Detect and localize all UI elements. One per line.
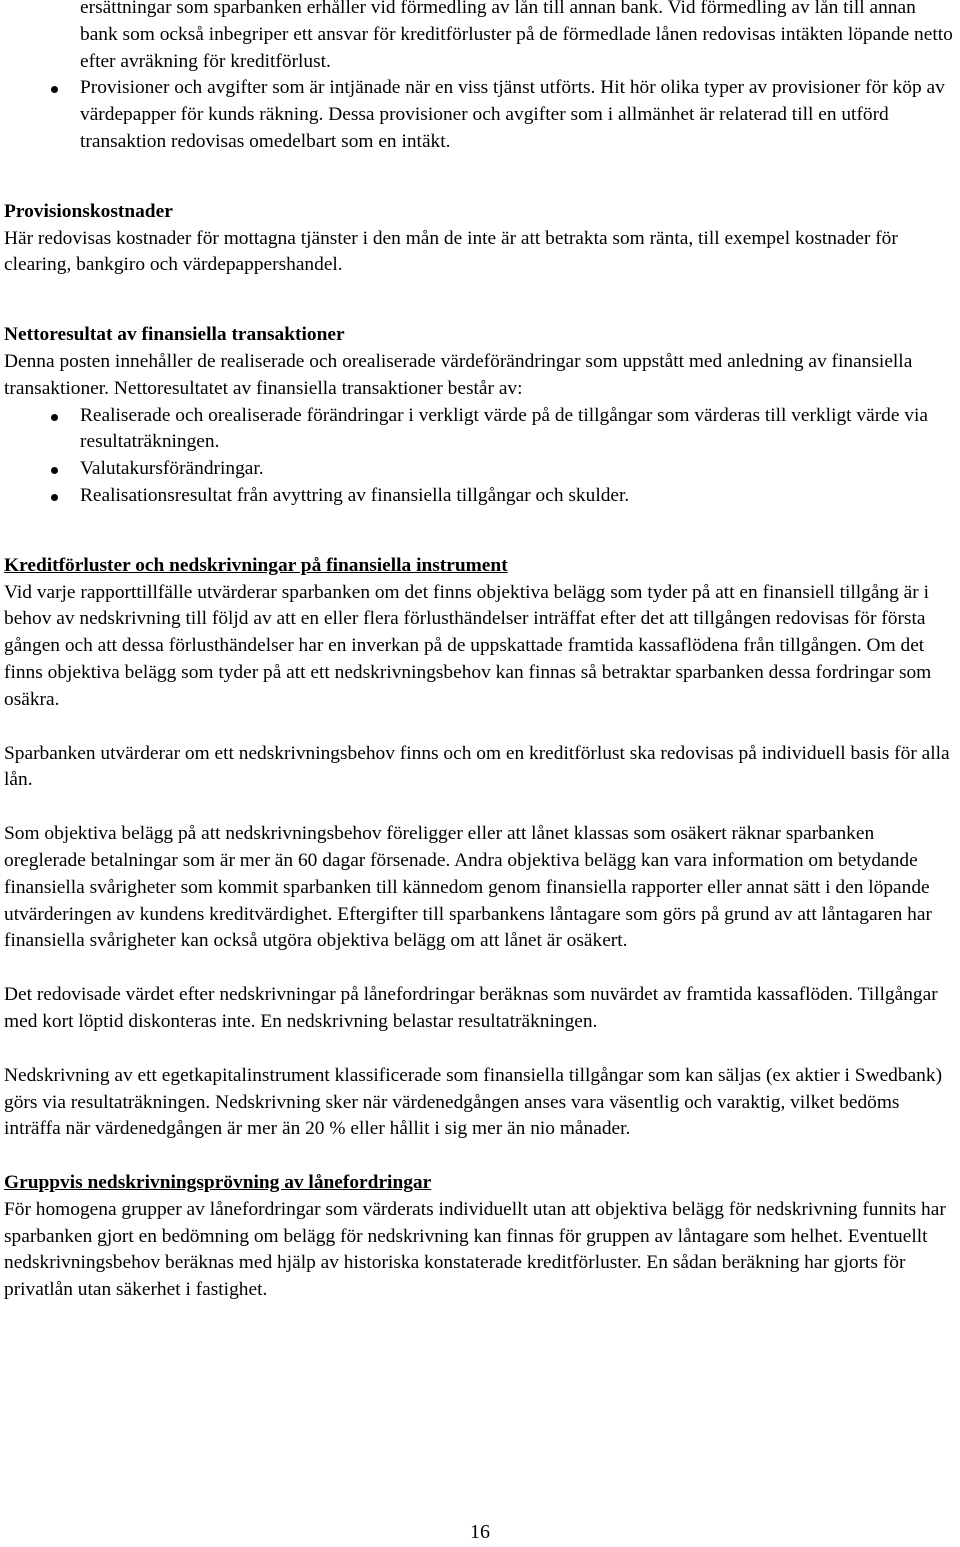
list-item <box>4 456 960 483</box>
section-nettoresultat <box>4 322 960 510</box>
section-text: För homogena grupper av lånefordringar som värderats individuellt utan att objektiva belägg för nedskrivning funnits har sparbanken gjort en bedömning om belägg för nedskrivning kan finnas för gruppen av låntagare som helhet. Eventuellt nedskrivningsbehov beräknas med hjälp av historiska konstaterade kreditförluster. En sådan beräkning har gjorts för privatlån utan säkerhet i fastighet. <box>4 1198 946 1301</box>
list-item-text: Valutakursförändringar. <box>80 458 264 480</box>
list-item <box>4 403 960 457</box>
section-provisionskostnader <box>4 199 960 279</box>
continuation-text: ersättningar som sparbanken erhåller vid förmedling av lån till annan bank. Vid förmedling av lån till annan bank som också inbegriper ett ansvar för kreditförluster på de förmedlade lånen redovisas intäkten löpande netto efter avräkning för kreditförlust. <box>80 0 953 72</box>
section-heading: Provisionskostnader <box>4 200 173 222</box>
bullet-icon <box>51 467 58 474</box>
list-item-text: Realiserade och orealiserade förändringar i verkligt värde på de tillgångar som värderas till verkligt värde via resultaträkningen. <box>80 404 928 453</box>
paragraph: Vid varje rapporttillfälle utvärderar sparbanken om det finns objektiva belägg som tyder på att en finansiell tillgång är i behov av nedskrivning till följd av att en eller flera förlusthändelser inträffat efter det att tillgången redovisas för första gången och att dessa förlusthändelser har en inverkan på de uppskattade framtida kassaflödena från tillgången. Om det finns objektiva belägg som tyder på att ett nedskrivningsbehov kan finnas så betraktar sparbanken dessa fordringar som osäkra. <box>4 581 932 710</box>
paragraph: Det redovisade värdet efter nedskrivningar på lånefordringar beräknas som nuvärdet av framtida kassaflöden. Tillgångar med kort löptid diskonteras inte. En nedskrivning belastar resultaträkningen. <box>4 984 938 1032</box>
commission-list <box>4 0 960 156</box>
list-item <box>4 75 960 155</box>
section-heading: Nettoresultat av finansiella transaktioner <box>4 324 345 346</box>
page-number: 16 <box>470 1521 490 1543</box>
list-item-continuation <box>4 0 960 75</box>
list-item <box>4 483 960 510</box>
section-text: Här redovisas kostnader för mottagna tjänster i den mån de inte är att betrakta som ränta, till exempel kostnader för clearing, bankgiro och värdepappershandel. <box>4 227 898 276</box>
paragraph: Nedskrivning av ett egetkapitalinstrument klassificerade som finansiella tillgångar som kan säljas (ex aktier i Swedbank) görs via resultaträkningen. Nedskrivning sker när värdenedgången anses vara väsentlig och varaktig, vilket bedöms inträffa när värdenedgången är mer än 20 % eller hållit i sig mer än nio månader. <box>4 1064 943 1140</box>
paragraph: Sparbanken utvärderar om ett nedskrivningsbehov finns och om en kreditförlust ska redovisas på individuell basis för alla lån. <box>4 742 950 791</box>
section-text: Denna posten innehåller de realiserade och orealiserade värdeförändringar som uppstått med anledning av finansiella transaktioner. Nettoresultatet av finansiella transaktioner består av: <box>4 350 913 399</box>
list-item-text: Provisioner och avgifter som är intjänade när en viss tjänst utförts. Hit hör olika typer av provisioner för köp av värdepapper för kunds räkning. Dessa provisioner och avgifter som i allmänhet är relaterad till en utförd transaktion redovisas omedelbart som en intäkt. <box>80 77 945 152</box>
section-kreditforluster <box>4 553 960 1143</box>
paragraph: Som objektiva belägg på att nedskrivningsbehov föreligger eller att lånet klassas som osäkert räknar sparbanken oreglerade betalningar som är mer än 60 dagar försenade. Andra objektiva belägg kan vara information om betydande finansiella svårigheter som kommit sparbanken till kännedom genom finansiella rapporter eller annat sätt i den löpande utvärderingen av kundens kreditvärdighet. Eftergifter till sparbankens låntagare som görs på grund av att låntagaren har finansiella svårigheter kan också utgöra objektiva belägg om att lånet är osäkert. <box>4 823 932 952</box>
section-heading: Gruppvis nedskrivningsprövning av lånefordringar <box>4 1172 432 1194</box>
bullet-icon <box>51 86 58 93</box>
section-heading: Kreditförluster och nedskrivningar på finansiella instrument <box>4 554 508 576</box>
nettoresultat-list <box>4 403 960 510</box>
section-gruppvis <box>4 1170 960 1304</box>
bullet-icon <box>51 494 58 501</box>
list-item-text: Realisationsresultat från avyttring av finansiella tillgångar och skulder. <box>80 484 630 506</box>
bullet-icon <box>51 414 58 421</box>
document-page <box>4 0 960 1304</box>
